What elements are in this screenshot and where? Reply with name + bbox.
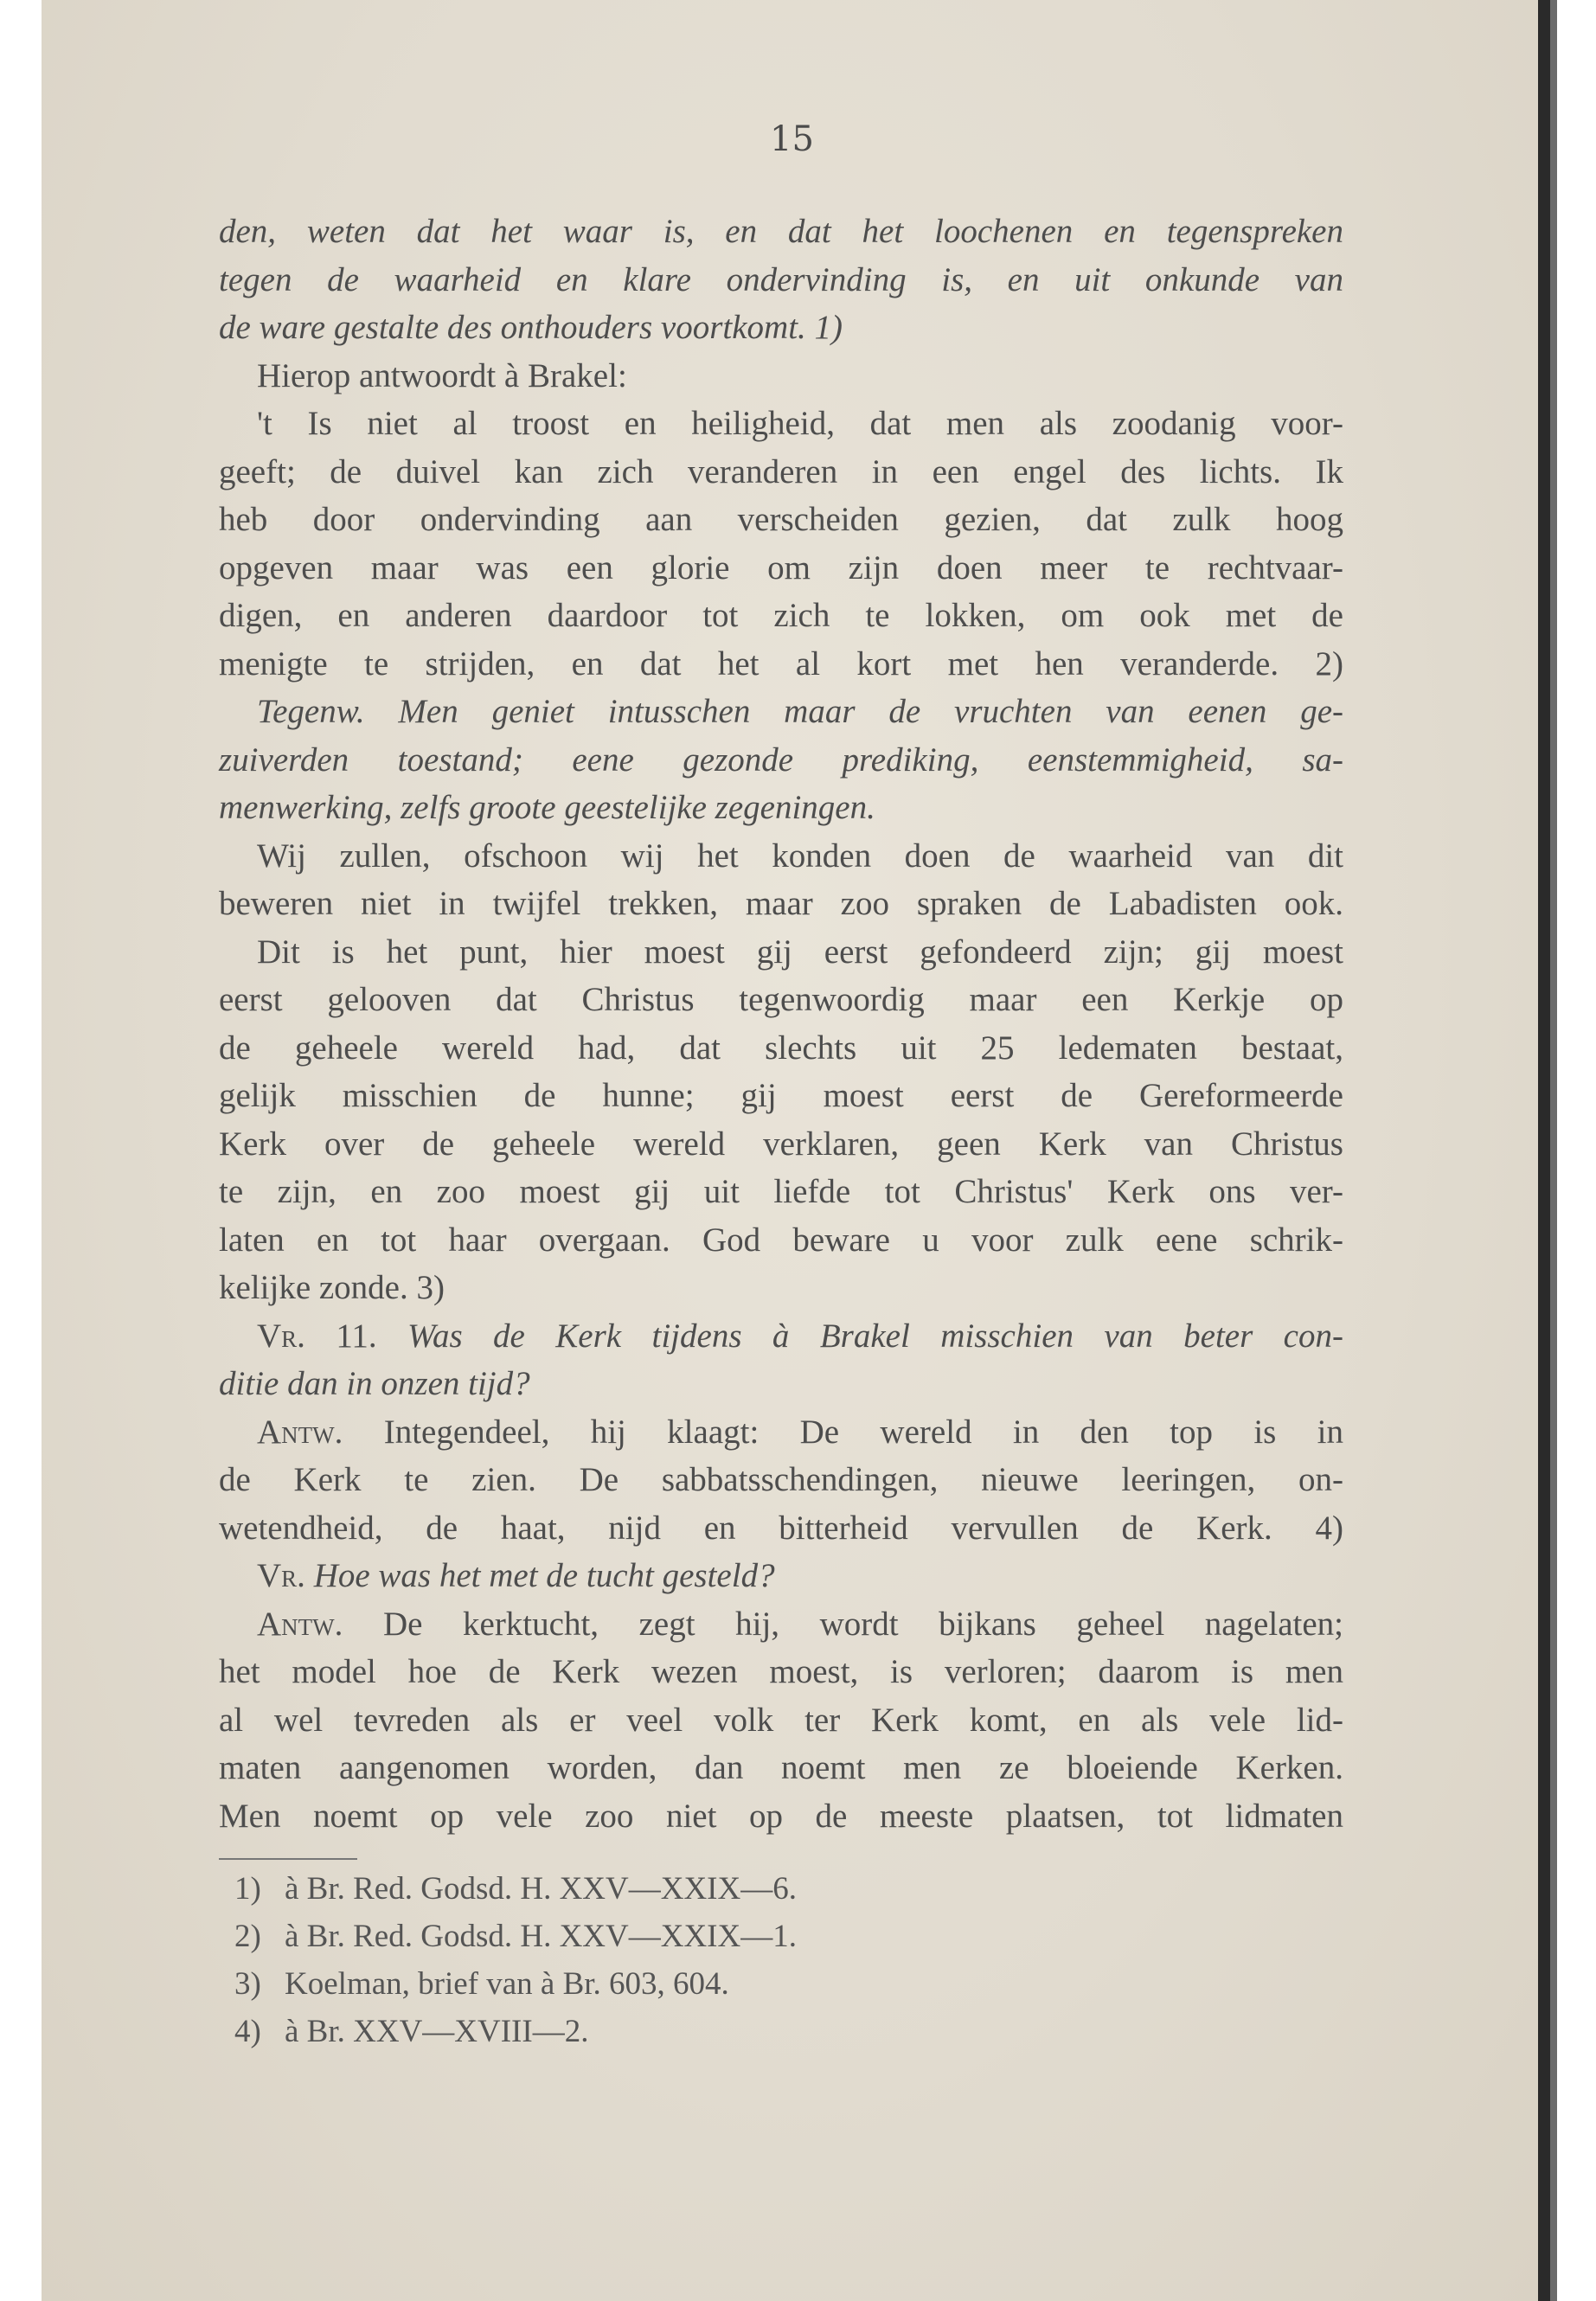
text-line [219,1552,1343,1600]
footnote-text: à Br. Red. Godsd. H. XXV—XXIX—6. [285,1871,797,1907]
text-line: den, weten dat het waar is, en dat het loochenen en tegenspreken [219,213,1343,250]
text-line: ditie dan in onzen tijd? [219,1365,530,1402]
speaker-label: Antw. [257,1605,343,1643]
text-line: digen, en anderen daardoor tot zich te lokken, om ook met de [219,597,1343,634]
text-line: menwerking, zelfs groote geestelijke zegeningen. [219,789,875,826]
book-spine-shadow [1550,0,1557,2301]
text-line: heb door ondervinding aan verscheiden gezien, dat zulk hoog [219,501,1343,538]
footnote-number: 3) [234,1966,261,2002]
text-line [219,1600,1343,1649]
text-line [219,1312,1343,1361]
footnote-text: à Br. Red. Godsd. H. XXV—XXIX—1. [285,1919,797,1954]
footnote-number: 4) [234,2014,261,2049]
text-line: de ware gestalte des onthouders voortkomt. 1) [219,309,843,346]
text-line: zuiverden toestand; eene gezonde prediking, eenstemmigheid, sa- [219,740,1343,779]
text-line: wetendheid, de haat, nijd en bitterheid vervullen de Kerk. 4) [219,1509,1343,1547]
text-line: de Kerk te zien. De sabbatsschendingen, nieuwe leeringen, on- [219,1461,1343,1498]
text-line: kelijke zonde. 3) [219,1269,445,1306]
text-line: al wel tevreden als er veel volk ter Kerk komt, en als vele lid- [219,1701,1343,1739]
text-line: gelijk misschien de hunne; gij moest eerst de Gereformeerde [219,1077,1343,1114]
footnotes [219,1858,1343,2055]
text-line: beweren niet in twijfel trekken, maar zoo spraken de Labadisten ook. [219,885,1343,922]
footnote-number: 2) [234,1919,261,1954]
book-spine-edge [1538,0,1550,2301]
text-line [219,1408,1343,1457]
speaker-label: Antw. [257,1413,343,1451]
text-line: de geheele wereld had, dat slechts uit 25 ledematen bestaat, [219,1029,1343,1067]
text-line: menigte te strijden, en dat het al kort met hen veranderde. 2) [219,644,1343,683]
text-line: Dit is het punt, hier moest gij eerst gefondeerd zijn; gij moest [257,933,1343,971]
footnote-text: à Br. XXV—XVIII—2. [285,2014,589,2049]
text-line: Tegenw. Men geniet intusschen maar de vruchten van eenen ge- [257,693,1343,730]
footnote [219,1865,1343,1913]
text-line: Hierop antwoordt à Brakel: [257,356,627,394]
footnote-rule [219,1858,357,1860]
page-number: 15 [770,119,814,159]
footnote-number: 1) [234,1871,261,1907]
line-remainder: Was de Kerk tijdens à Brakel misschien van beter con- [376,1317,1343,1355]
text-line: tegen de waarheid en klare ondervinding is, en uit onkunde van [219,260,1343,298]
line-remainder: De kerktucht, zegt hij, wordt bijkans geheel nagelaten; [343,1605,1343,1643]
text-line: geeft; de duivel kan zich veranderen in een engel des lichts. Ik [219,452,1343,490]
text-line: maten aangenomen worden, dan noemt men ze bloeiende Kerken. [219,1749,1343,1786]
line-remainder: Integendeel, hij klaagt: De wereld in den top is in [343,1413,1343,1451]
book-page [42,0,1542,2301]
text-line: Men noemt op vele zoo niet op de meeste plaatsen, tot lidmaten [219,1797,1343,1835]
text-line: laten en tot haar overgaan. God beware u voor zulk eene schrik- [219,1221,1343,1259]
footnote [219,2008,1343,2055]
text-line: Wij zullen, ofschoon wij het konden doen de waarheid van dit [257,836,1343,875]
text-line: te zijn, en zoo moest gij uit liefde tot Christus' Kerk ons ver- [219,1173,1343,1210]
text-line: eerst gelooven dat Christus tegenwoordig maar een Kerkje op [219,981,1343,1018]
text-line: Kerk over de geheele wereld verklaren, geen Kerk van Christus [219,1125,1343,1163]
footnote [219,1960,1343,2008]
footnote [219,1913,1343,1960]
line-remainder: Hoe was het met de tucht gesteld? [304,1557,775,1594]
speaker-label: Vr. 11. [257,1317,377,1355]
footnote-text: Koelman, brief van à Br. 603, 604. [285,1966,729,2002]
text-line: opgeven maar was een glorie om zijn doen meer te rechtvaar- [219,548,1343,586]
body-text [219,208,1343,1840]
text-line: het model hoe de Kerk wezen moest, is verloren; daarom is men [219,1653,1343,1690]
text-line: 't Is niet al troost en heiligheid, dat men als zoodanig voor- [257,405,1343,442]
speaker-label: Vr. [257,1557,305,1594]
